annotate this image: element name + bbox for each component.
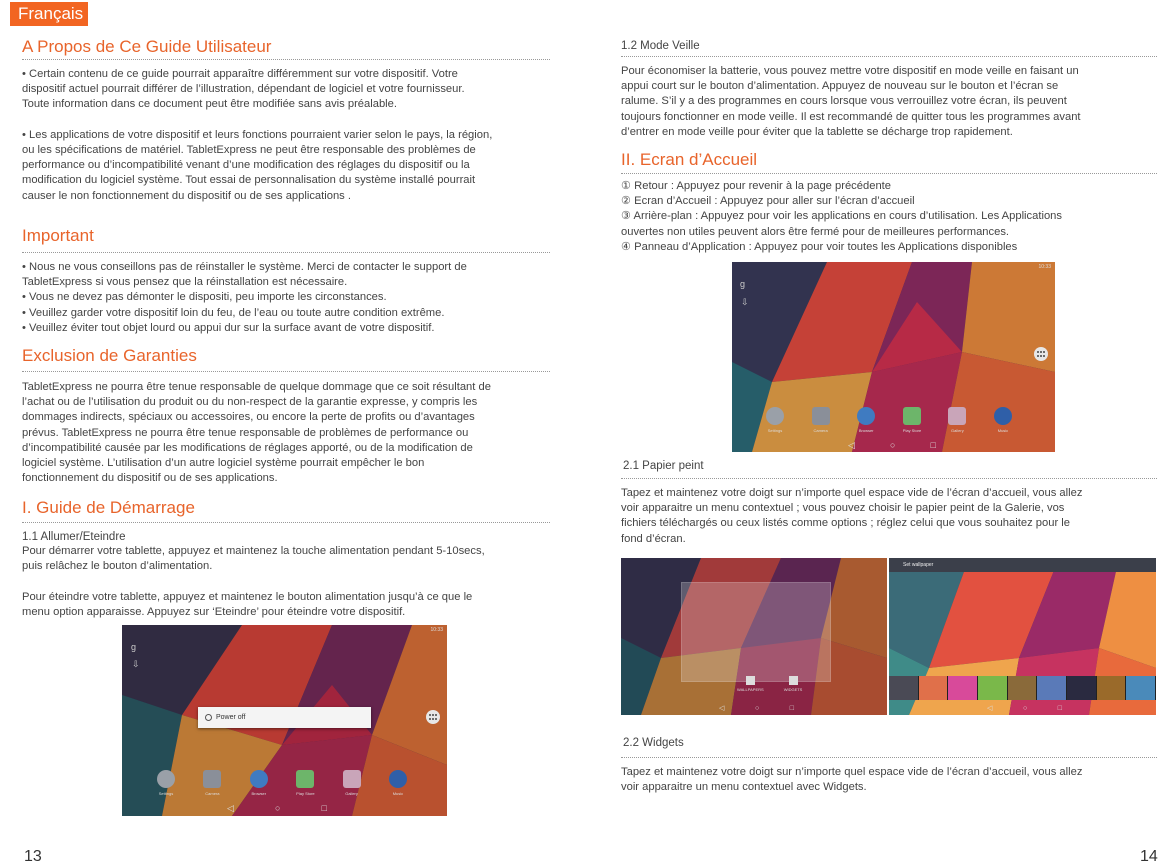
power-off-menu-item[interactable] — [198, 707, 371, 728]
wallpaper-text: Tapez et maintenez votre doigt sur n’importe quel espace vide de l’écran d’accueil, vous allez voir apparaitre un menu contextuel ; vous pouvez choisir le papier peint de la Galerie, vos fichiers téléchargés ou ceux listés comme options ; réglez celui que vous souhaitez pour le fond d’écran. — [621, 487, 1083, 545]
context-menu-screenshot — [621, 558, 887, 715]
thumbnail[interactable] — [1008, 676, 1037, 700]
back-icon[interactable]: ◁ — [719, 705, 725, 712]
mic-icon: ⇩ — [132, 659, 140, 669]
home-icon[interactable]: ○ — [754, 705, 760, 712]
wallpapers-option[interactable]: WALLPAPERS — [737, 676, 764, 692]
thumbnail[interactable] — [978, 676, 1007, 700]
home-icon[interactable]: ○ — [890, 440, 896, 450]
power-off-screenshot — [122, 625, 447, 816]
browser-icon[interactable] — [250, 770, 268, 788]
thumbnail[interactable] — [889, 676, 918, 700]
context-menu — [737, 676, 802, 692]
nav-bar — [848, 440, 936, 450]
home-icon[interactable]: ○ — [275, 803, 281, 813]
wallpaper-subheading: 2.1 Papier peint — [623, 460, 704, 472]
home-icon[interactable]: ○ — [1022, 705, 1028, 712]
widgets-icon — [789, 676, 798, 685]
important-text: • Nous ne vous conseillons pas de réinstaller le système. Merci de contacter le support de TabletExpress si vous pensez que la réinstallation est nécessaire. • Vous ne devez pas démonter le dispositi, peu importe les circonstances. • Veuillez garder votre dispositif loin du feu, de l’eau ou toute autre condition extrême. • Veuillez éviter tout objet lourd ou appui dur sur la surface avant de votre dispositif. — [22, 261, 467, 334]
settings-icon[interactable] — [766, 407, 784, 425]
settings-icon[interactable] — [157, 770, 175, 788]
divider — [621, 173, 1157, 174]
wallpaper-icon — [746, 676, 755, 685]
home-preview — [681, 582, 831, 682]
app-drawer-icon[interactable] — [426, 710, 440, 724]
page-number-right: 14 — [1140, 848, 1158, 865]
divider — [22, 252, 550, 253]
music-icon[interactable] — [994, 407, 1012, 425]
divider — [22, 59, 550, 60]
important-heading: Important — [22, 226, 94, 245]
widgets-option[interactable]: WIDGETS — [784, 676, 803, 692]
nav-bar — [987, 704, 1062, 714]
language-tag: Français — [10, 2, 88, 26]
home-text: ① Retour : Appuyez pour revenir à la page précédente ② Ecran d’Accueil : Appuyez pour aller sur l’écran d’accueil ③ Arrière-plan : Appuyez pour voir les applications en cours d’utilisation. Les Applications ouvertes non utiles peuvent alors être fermé pour de meilleures performances. ④ Panneau d’Application : Appuyez pour voir toutes les Applications disponibles — [621, 180, 1062, 253]
back-icon[interactable]: ◁ — [987, 705, 993, 712]
divider — [621, 478, 1157, 479]
app-drawer-icon[interactable] — [1034, 347, 1048, 361]
divider — [621, 757, 1157, 758]
divider — [22, 371, 550, 372]
thumbnail[interactable] — [1037, 676, 1066, 700]
power-icon — [205, 714, 212, 721]
widgets-text: Tapez et maintenez votre doigt sur n’importe quel espace vide de l’écran d’accueil, vous allez voir apparaitre un menu contextuel avec Widgets. — [621, 766, 1083, 794]
guide-heading: I. Guide de Démarrage — [22, 498, 195, 517]
back-icon[interactable]: ◁ — [848, 440, 855, 450]
wallpaper-thumbnails — [889, 676, 1156, 700]
guide-subheading: 1.1 Allumer/Eteindre — [22, 531, 126, 543]
dock-labels: Settings Camera Browser Play Store Gallery Music — [158, 791, 404, 796]
gallery-icon[interactable] — [948, 407, 966, 425]
status-time: 10:33 — [430, 627, 443, 633]
power-off-label: Power off — [216, 714, 246, 721]
camera-icon[interactable] — [812, 407, 830, 425]
play-store-icon[interactable] — [903, 407, 921, 425]
sleep-text: Pour économiser la batterie, vous pouvez mettre votre dispositif en mode veille en faisant un appui court sur le bouton d’alimentation. Appuyez de nouveau sur le bouton et l’écran se ralume. S’il y a des programmes en cours lorsque vous verrouillez votre écran, ils peuvent toujours fonctionner en mode veille. Il est recommandé de quitter tous les programmes avant d’entrer en mode veille pour éviter que la tablette se décharge trop rapidement. — [621, 65, 1081, 138]
gallery-icon[interactable] — [343, 770, 361, 788]
dock-labels: Settings Camera Browser Play Store Gallery Music — [767, 428, 1009, 433]
home-heading: II. Ecran d’Accueil — [621, 150, 758, 169]
google-icon: g — [131, 642, 137, 652]
divider — [22, 522, 550, 523]
play-store-icon[interactable] — [296, 770, 314, 788]
set-wallpaper-bar[interactable]: Set wallpaper — [889, 558, 1156, 572]
page-number-left: 13 — [24, 848, 42, 865]
nav-bar — [227, 803, 327, 813]
browser-icon[interactable] — [857, 407, 875, 425]
recents-icon[interactable]: □ — [321, 803, 327, 813]
exclusion-text: TabletExpress ne pourra être tenue responsable de quelque dommage que ce soit résultant de l’achat ou de l’utilisation du produit ou du non-respect de la garantie expresse, y compris les dommages indirects, spéciaux ou accessoires, ou encore la perte de profits ou d’avantages prévus. TabletExpress ne pourra être tenue responsable de problèmes de performance ou d’incompatibilité causée par les modifications de réglages apporté, ou de la modification de logiciel système. L’utilisation d’un autre logiciel système pourrait empêcher le bon fonctionnement du dispositif ou de ses applications. — [22, 381, 491, 485]
recents-icon[interactable]: □ — [1057, 705, 1062, 712]
guide-text: Pour démarrer votre tablette, appuyez et maintenez la touche alimentation pendant 5-10secs, puis relâchez le bouton d’alimentation. Pour éteindre votre tablette, appuyez et maintenez le bouton alimentation jusqu’à ce que le menu option apparaisse. Appuyez sur ‘Eteindre’ pour éteindre votre dispositif. — [22, 545, 485, 618]
mic-icon: ⇩ — [741, 297, 749, 307]
recents-icon[interactable]: □ — [789, 705, 794, 712]
back-icon[interactable]: ◁ — [227, 803, 234, 813]
thumbnail[interactable] — [1067, 676, 1096, 700]
about-heading: A Propos de Ce Guide Utilisateur — [22, 37, 272, 56]
recents-icon[interactable]: □ — [930, 440, 936, 450]
home-screen-screenshot — [732, 262, 1055, 452]
thumbnail[interactable] — [1126, 676, 1155, 700]
google-icon: g — [740, 279, 746, 289]
dock — [157, 770, 407, 788]
nav-bar — [719, 704, 794, 714]
thumbnail[interactable] — [1097, 676, 1126, 700]
divider — [621, 56, 1157, 57]
widgets-subheading: 2.2 Widgets — [623, 737, 684, 749]
camera-icon[interactable] — [203, 770, 221, 788]
dock — [766, 407, 1012, 425]
music-icon[interactable] — [389, 770, 407, 788]
sleep-subheading: 1.2 Mode Veille — [621, 40, 700, 52]
status-time: 10:33 — [1038, 264, 1051, 270]
about-text: • Certain contenu de ce guide pourrait apparaître différemment sur votre dispositif. Votre dispositif actuel pourrait différer de l’illustration, dépendant de logiciel et votre fournisseur. Toute information dans ce document peut être modifiée sans avis préalable. • Les applications de votre dispositif et leurs fonctions pourraient varier selon le pays, la région, ou les spécifications de matériel. TabletExpress ne peut être responsable des problèmes de performance ou d’incompatibilité venant d’une modification des réglages du dispositif ou la modification du logiciel système. Tout essai de personnalisation du système installé pourrait causer le non fonctionnement du dispositif ou de ses applications . — [22, 68, 493, 202]
set-wallpaper-screenshot — [889, 558, 1156, 715]
thumbnail[interactable] — [919, 676, 948, 700]
exclusion-heading: Exclusion de Garanties — [22, 346, 197, 365]
thumbnail[interactable] — [948, 676, 977, 700]
